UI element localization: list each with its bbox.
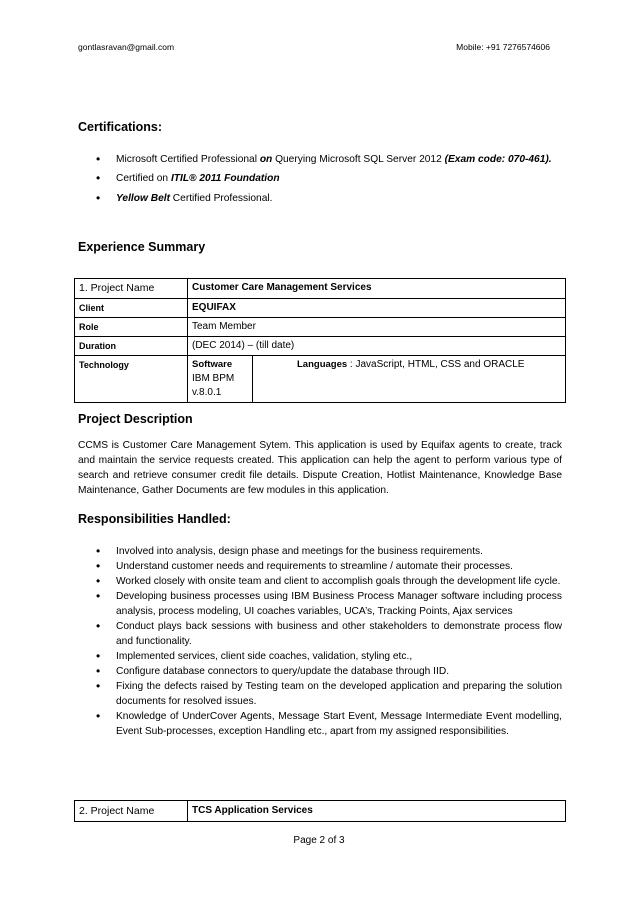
- client-value: EQUIFAX: [188, 299, 566, 318]
- experience-heading: Experience Summary: [78, 240, 206, 254]
- responsibilities-heading: Responsibilities Handled:: [78, 512, 231, 526]
- certification-item: • Microsoft Certified Professional on Querying Microsoft SQL Server 2012 (Exam code: 070-461).: [78, 152, 562, 167]
- responsibility-item: • Involved into analysis, design phase and meetings for the business requirements.: [78, 544, 562, 559]
- client-label: Client: [75, 299, 188, 318]
- role-value: Team Member: [188, 318, 566, 337]
- project-name-value: TCS Application Services: [188, 801, 566, 822]
- project-name-label: 2. Project Name: [75, 801, 188, 822]
- responsibility-item: • Conduct plays back sessions with business and other stakeholders to demonstrate process flow and functionality.: [78, 619, 562, 649]
- software-name: IBM BPM: [192, 373, 235, 384]
- software-cell: [188, 356, 253, 403]
- software-label: Software: [192, 359, 233, 370]
- languages-cell: [253, 356, 566, 403]
- role-label: Role: [75, 318, 188, 337]
- project-description-text: CCMS is Customer Care Management Sytem. This application is used by Equifax agents to create, track and maintain the service requests created. This application can help the agent to perform various type of search and retrieve consumer credit file details. Dispute Creation, Hotlist Maintenance, Knowledge Base Maintenance, Gather Documents are few modules in this application.: [78, 440, 562, 496]
- responsibility-item: • Understand customer needs and requirements to streamline / automate their processes.: [78, 559, 562, 574]
- duration-label: Duration: [75, 337, 188, 356]
- responsibility-item: • Implemented services, client side coaches, validation, styling etc.,: [78, 649, 562, 664]
- responsibility-item: • Developing business processes using IBM Business Process Manager software including process analysis, process modeling, UI coaches variables, UCA’s, Tracking Points, Ajax services: [78, 589, 562, 619]
- certification-item: • Yellow Belt Certified Professional.: [78, 191, 562, 206]
- certifications-heading: Certifications:: [78, 120, 163, 134]
- project-name-value: Customer Care Management Services: [188, 279, 566, 299]
- languages-label: Languages: [297, 359, 348, 370]
- responsibility-item: • Configure database connectors to query/update the database through IID.: [78, 664, 562, 679]
- header-email: gontlasravan@gmail.com: [78, 42, 175, 52]
- responsibilities-list: [78, 544, 562, 739]
- project2-table: [74, 800, 566, 822]
- project-name-label: 1. Project Name: [75, 279, 188, 299]
- languages-value: : JavaScript, HTML, CSS and ORACLE: [347, 359, 525, 370]
- page-number: Page 2 of 3: [293, 835, 345, 846]
- certifications-list: [78, 152, 562, 206]
- duration-value: (DEC 2014) – (till date): [188, 337, 566, 356]
- certification-item: • Certified on ITIL® 2011 Foundation: [78, 171, 562, 186]
- header-mobile: Mobile: +91 7276574606: [456, 42, 550, 52]
- responsibility-item: • Worked closely with onsite team and client to accomplish goals through the development life cycle.: [78, 574, 562, 589]
- responsibility-item: • Knowledge of UnderCover Agents, Message Start Event, Message Intermediate Event modelling, Event Sub-processes, exception Handling etc., apart from my assigned responsibilities.: [78, 709, 562, 739]
- technology-label: Technology: [75, 356, 188, 403]
- project-description-heading: Project Description: [78, 412, 193, 426]
- software-version: v.8.0.1: [192, 387, 222, 398]
- project1-table: [74, 278, 566, 403]
- responsibility-item: • Fixing the defects raised by Testing team on the developed application and preparing the solution documents for resolved issues.: [78, 679, 562, 709]
